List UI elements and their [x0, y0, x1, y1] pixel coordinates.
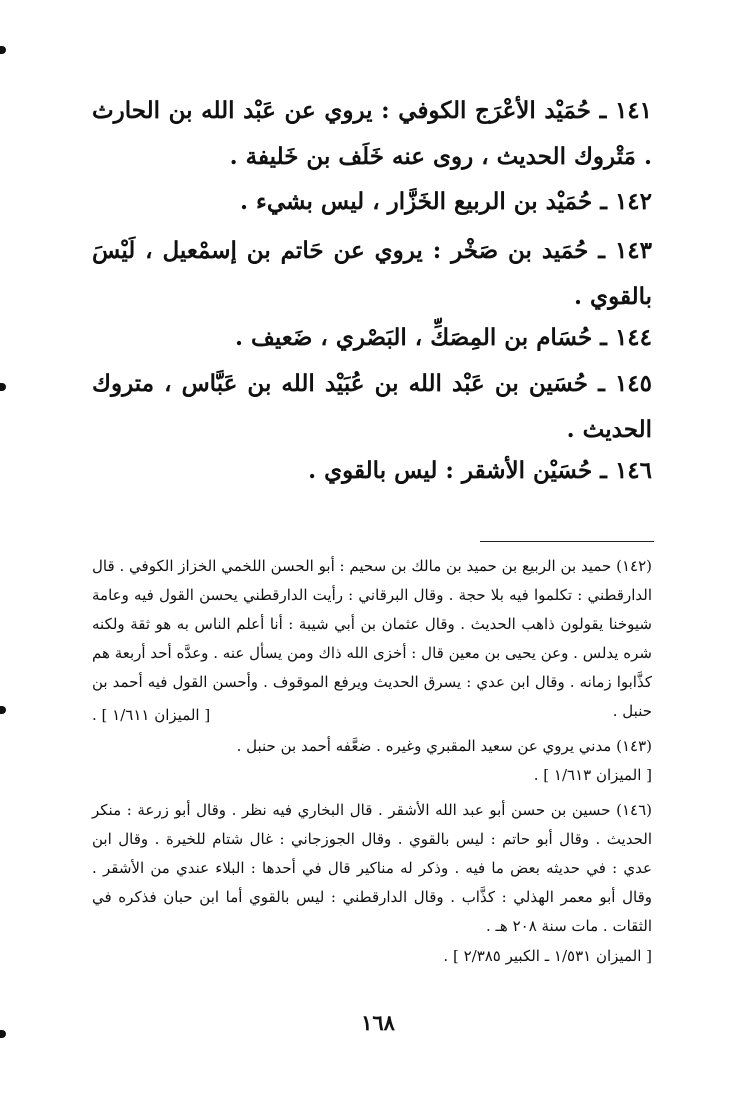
footnote-separator — [480, 541, 654, 542]
page-number: ١٦٨ — [361, 1010, 395, 1035]
footnote-143-reference: [ الميزان ١/٦١٣ ] . — [533, 766, 652, 784]
margin-mark — [0, 706, 6, 714]
entry-143: ١٤٣ ـ حُمَيد بن صَخْر : يروي عن حَاتم بن إسمْعيل ، لَيْسَ بالقوي . — [92, 237, 652, 310]
footnote-143: (١٤٣) مدني يروي عن سعيد المقبري وغيره . ضعَّفه أحمد بن حنبل . — [236, 737, 652, 755]
entry-141: ١٤١ ـ حُمَيْد الأعْرَج الكوفي : يروي عن عَبْد الله بن الحارث . مَتْروك الحديث ، روى عنه خَلَف بن خَليفة . — [92, 97, 652, 170]
margin-mark — [0, 383, 6, 391]
entry-144: ١٤٤ ـ حُسَام بن المِصَكِّ ، البَصْري ، ضَعيف . — [235, 324, 652, 351]
footnote-142-reference: [ الميزان ١/٦١١ ] . — [92, 706, 211, 724]
entry-146: ١٤٦ ـ حُسَيْن الأشقر : ليس بالقوي . — [308, 457, 652, 484]
margin-mark — [0, 46, 6, 54]
footnote-142: (١٤٢) حميد بن الربيع بن حميد بن مالك بن سحيم : أبو الحسن اللخمي الخزاز الكوفي . قال الدارقطني : تكلموا فيه بلا حجة . وقال البرقاني : رأيت الدارقطني يحسن القول فيه وعامة شيوخنا يقولون ذاهب الحديث . وقال عثمان بن أبي شيبة : أنا أعلم الناس به هو ثقة ولكنه شره يدلس . وعن يحيى بن معين قال : أخزى الله ذاك ومن يسأل عنه . وعدَّه أحد أربعة هم كذَّابوا زمانه . وقال ابن عدي : يسرق الحديث ويرفع الموقوف . وأحسن القول فيه أحمد بن حنبل . — [92, 557, 652, 720]
footnote-146: (١٤٦) حسين بن حسن أبو عبد الله الأشقر . قال البخاري فيه نظر . وقال أبو زرعة : منكر الحديث . وقال أبو حاتم : ليس بالقوي . وقال الجوزجاني : غال شتام للخيرة . وقال ابن عدي : في حديثه بعض ما فيه . وذكر له مناكير قال في أحدها : البلاء عندي من الأشقر . وقال أبو معمر الهذلي : كذَّاب . وقال الدارقطني : ليس بالقوي أما ابن حبان فذكره في الثقات . مات سنة ٢٠٨ هـ . — [92, 801, 652, 935]
entry-142: ١٤٢ ـ حُمَيْد بن الربيع الخَزَّار ، ليس بشيء . — [239, 188, 652, 215]
entry-145: ١٤٥ ـ حُسَين بن عَبْد الله بن عُبَيْد الله بن عَبَّاس ، متروك الحديث . — [92, 370, 652, 443]
footnote-146-reference: [ الميزان ١/٥٣١ ـ الكبير ٢/٣٨٥ ] . — [443, 947, 652, 965]
